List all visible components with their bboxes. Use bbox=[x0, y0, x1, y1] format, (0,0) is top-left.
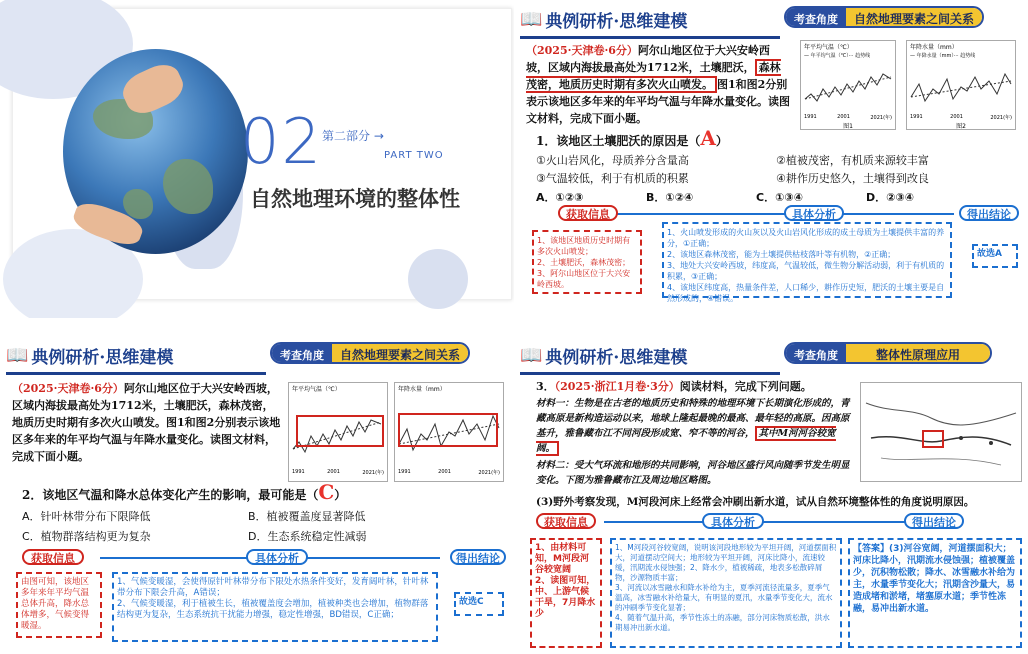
option-a: A．针叶林带分布下限降低 bbox=[22, 510, 151, 523]
step-get-info: 获取信息 bbox=[558, 205, 618, 221]
slide-example-3 bbox=[514, 336, 1028, 654]
globe-land bbox=[163, 159, 213, 214]
tag-label: 考查角度 bbox=[786, 8, 846, 26]
tick-label: 2021(年) bbox=[870, 115, 892, 121]
step-analysis: 具体分析 bbox=[784, 205, 844, 221]
analysis-box: 1、M河段河谷较宽阔，说明该河段地形较为平坦开阔，河道摆面积大，河道摆动空间大；地形较为平坦开阔，河床比降小，流速较缓，汛期流水侵蚀强；2、降水少，植被稀疏，地表多松散碎屑物，沙源物质丰富； 3、河流以冰雪融水和降水补给为主，夏季河流径流量多，夏季气温高，冰雪融水补给量大，有明显的夏汛，水量季节变化大，流水的冲刷季节变化显著； 4、随着气温升高，季节性冻土的冻融，部分河床物质松散，洪水期易冲出新水道。 bbox=[610, 538, 842, 648]
step-analysis: 具体分析 bbox=[246, 549, 308, 565]
tick-label: 2001 bbox=[950, 114, 963, 120]
chart-title: 年平均气温（℃） bbox=[292, 386, 341, 393]
part-label-en: PART TWO bbox=[384, 150, 444, 161]
question-text: 2．该地区气温和降水总体变化产生的影响，最可能是（ bbox=[22, 488, 319, 502]
material-two: 材料二：受大气环流和地形的共同影响，河谷地区盛行风向随季节发生明显变化。下图为雅鲁藏布江及周边地区略图。 bbox=[536, 460, 850, 486]
choice-d: D．②③④ bbox=[866, 191, 915, 204]
map-yarlung bbox=[860, 382, 1022, 482]
question-number: 3． bbox=[536, 380, 555, 393]
material-one bbox=[536, 396, 856, 456]
choice-c: C．①③④ bbox=[756, 191, 804, 204]
slide-example-1 bbox=[514, 0, 1028, 318]
book-icon: 📖 bbox=[6, 344, 29, 366]
option-3: ③气温较低，利于有机质的积累 bbox=[536, 172, 689, 185]
tag-label: 考查角度 bbox=[272, 344, 332, 362]
angle-tag bbox=[784, 342, 992, 364]
tick-label: 1991 bbox=[804, 114, 817, 120]
chart-xticks bbox=[395, 469, 503, 476]
tick-label: 2021(年) bbox=[362, 470, 384, 476]
tag-value: 整体性原理应用 bbox=[846, 344, 990, 362]
step-analysis: 具体分析 bbox=[702, 513, 764, 529]
tick-label: 1991 bbox=[292, 469, 305, 475]
stem-text: 阿尔山地区位于大兴安岭西坡，区域内海拔最高处为1712米，土壤肥沃，森林茂密，地质历史时期有多次火山喷发。图1和图2分别表示该地区多年来的年平均气温与年降水量变化。读图文材料，完成下面小题。 bbox=[12, 382, 281, 463]
step-conclusion: 得出结论 bbox=[959, 205, 1019, 221]
question-stem bbox=[526, 42, 791, 127]
option-1: ①火山岩风化，母质养分含量高 bbox=[536, 154, 689, 167]
chart-legend: — 年降水量（mm）··· 趋势线 bbox=[910, 53, 976, 59]
header-underline bbox=[6, 372, 266, 375]
slide-header bbox=[520, 6, 687, 32]
chart-xticks bbox=[907, 114, 1015, 121]
globe-land bbox=[123, 189, 153, 219]
header-title: 典例研析·思维建模 bbox=[545, 11, 688, 32]
chart-title: 年降水量（mm） bbox=[910, 44, 958, 51]
map-drawing bbox=[861, 383, 1021, 481]
option-c: C．植物群落结构更为复杂 bbox=[22, 530, 151, 543]
section-title: 自然地理环境的整体性 bbox=[250, 187, 460, 211]
question-source: （2025·天津卷·6分） bbox=[12, 382, 124, 395]
chart-precipitation bbox=[906, 40, 1016, 130]
option-b: B．植被覆盖度显著降低 bbox=[248, 510, 366, 523]
slide-header bbox=[520, 342, 687, 368]
stem-text-2: 图1和图2分别表示该地区多年来的年平均气温与年降水量变化。读图文材料，完成下面小题。 bbox=[526, 78, 790, 125]
header-underline bbox=[520, 372, 780, 375]
option-d: D．生态系统稳定性减弱 bbox=[248, 530, 367, 543]
chart-legend: — 年平均气温（℃）··· 趋势线 bbox=[804, 53, 871, 59]
question-stem bbox=[12, 380, 282, 465]
tag-value: 自然地理要素之间关系 bbox=[332, 344, 468, 362]
chart-plot bbox=[907, 59, 1015, 114]
section-number: 02 bbox=[240, 105, 323, 178]
header-title: 典例研析·思维建模 bbox=[31, 347, 174, 368]
chart-temperature bbox=[288, 382, 388, 482]
info-box: 由图可知，该地区多年来年平均气温总体升高，降水总体增多，气候变得暖湿。 bbox=[16, 572, 102, 638]
step-conclusion: 得出结论 bbox=[450, 549, 506, 565]
part-label-cn: 第二部分 → bbox=[322, 129, 384, 143]
chart-xticks bbox=[289, 469, 387, 476]
chart-plot bbox=[801, 59, 895, 114]
answer-mark: A bbox=[700, 126, 716, 150]
tick-label: 1991 bbox=[910, 114, 923, 120]
material-text: 材料一：生物是在古老的地质历史和特殊的地理环境下长期演化形成的，青藏高原是新构造运动以来，地球上隆起最晚的最高、最年轻的高原。因高原基升，雅鲁藏布江不同河段形成宽、窄不等的河谷， bbox=[536, 398, 850, 439]
header-title: 典例研析·思维建模 bbox=[545, 347, 688, 368]
highlight-box: 森林茂密，地质历史时期有多次火山喷发。 bbox=[526, 61, 781, 91]
tick-label: 2021(年) bbox=[990, 115, 1012, 121]
tick-label: 2001 bbox=[837, 114, 850, 120]
question-line bbox=[22, 480, 347, 504]
question-source: （2025·浙江1月卷·3分） bbox=[554, 380, 680, 393]
conclusion-box: 【答案】(3)河谷宽阔，河道摆面积大；河床比降小，汛期流水侵蚀强；植被覆盖少，沉积物松散；降水、冰雪融水补给为主，水量季节变化大；汛期含沙量大，易造成堵和淤堵，堵塞原水道；季节性冻融，易冲出新水道。 bbox=[848, 538, 1022, 648]
question-lead: 阅读材料，完成下列问题。 bbox=[679, 380, 812, 393]
tick-label: 1991 bbox=[398, 469, 411, 475]
step-get-info: 获取信息 bbox=[22, 549, 84, 565]
chart-caption: 图1 bbox=[843, 123, 853, 130]
answer-mark: C bbox=[318, 480, 335, 504]
angle-tag bbox=[270, 342, 470, 364]
question-head bbox=[536, 378, 856, 395]
tick-label: 2021(年) bbox=[478, 470, 500, 476]
conclusion-box: 故选C bbox=[454, 592, 504, 616]
tick-label: 2001 bbox=[438, 469, 451, 475]
chart-precipitation bbox=[394, 382, 504, 482]
slide-section-cover bbox=[0, 0, 514, 318]
tick-label: 2001 bbox=[327, 469, 340, 475]
question-end: ） bbox=[334, 488, 347, 502]
question-line bbox=[536, 126, 728, 150]
chart-plot bbox=[289, 394, 387, 469]
slide-example-2 bbox=[0, 336, 514, 654]
chart-xticks bbox=[801, 114, 895, 121]
chart-title: 年平均气温（℃） bbox=[804, 44, 853, 51]
analysis-box: 1、火山喷发形成的火山灰以及火山岩风化形成的成土母质为土壤提供丰富的养分，①正确； 2、该地区森林茂密，能为土壤提供枯枝落叶等有机物，②正确； 3、地处大兴安岭西坡，纬度高，气温较低，微生物分解活动弱，利于有机质的积累，③正确； 4、该地区纬度高，热量条件差，人口稀少，耕作历史短，肥沃的土壤主要是自然形成的，④错误。 bbox=[662, 222, 952, 298]
flow-arrow bbox=[604, 521, 944, 523]
info-box: 1、由材料可知，M河段河谷较宽阔 2、读图可知，中、上游气候干旱，7月降水少 bbox=[530, 538, 602, 648]
stem-text: 阿尔山地区位于大兴安岭西坡，区域内海拔最高处为1712米，土壤肥沃， bbox=[526, 44, 770, 74]
question-end: ） bbox=[715, 134, 728, 148]
header-underline bbox=[520, 36, 780, 39]
book-icon: 📖 bbox=[520, 8, 543, 30]
conclusion-box: 故选A bbox=[972, 244, 1018, 268]
tag-value: 自然地理要素之间关系 bbox=[846, 8, 982, 26]
choice-b: B．①②④ bbox=[646, 191, 694, 204]
chart-caption: 图2 bbox=[956, 123, 966, 130]
tag-label: 考查角度 bbox=[786, 344, 846, 362]
chart-plot bbox=[395, 394, 503, 469]
option-2: ②植被茂密，有机质来源较丰富 bbox=[776, 154, 929, 167]
analysis-box: 1、气候变暖湿，会使得原针叶林带分布下限处水热条件变好，发育阔叶林，针叶林带分布下限会升高，A错误； 2、气候变暖湿，利于植被生长，植被覆盖度会增加，植被种类也会增加，植物群落结构更为复杂，生态系统抗干扰能力增强，稳定性增强，BD错误，C正确； bbox=[112, 572, 438, 642]
step-conclusion: 得出结论 bbox=[904, 513, 964, 529]
angle-tag bbox=[784, 6, 984, 28]
slide-header bbox=[6, 342, 173, 368]
decorative-blob bbox=[408, 249, 468, 309]
question-text: (3)野外考察发现，M河段河床上经常会冲刷出新水道，试从自然环境整体性的角度说明原因。 bbox=[536, 496, 975, 508]
question-source: （2025·天津卷·6分） bbox=[526, 44, 638, 57]
choice-a: A．①②③ bbox=[536, 191, 584, 204]
question-text: 1．该地区土壤肥沃的原因是（ bbox=[536, 134, 701, 148]
info-box: 1、该地区地质历史时期有多次火山喷发； 2、土壤肥沃，森林茂密； 3、阿尔山地区位于大兴安岭西坡。 bbox=[532, 230, 642, 294]
book-icon: 📖 bbox=[520, 344, 543, 366]
highlight-box: 其中M河河谷较宽阔。 bbox=[536, 428, 836, 454]
chart-title: 年降水量（mm） bbox=[398, 386, 446, 393]
step-get-info: 获取信息 bbox=[536, 513, 596, 529]
option-4: ④耕作历史悠久，土壤得到改良 bbox=[776, 172, 929, 185]
chart-temperature bbox=[800, 40, 896, 130]
